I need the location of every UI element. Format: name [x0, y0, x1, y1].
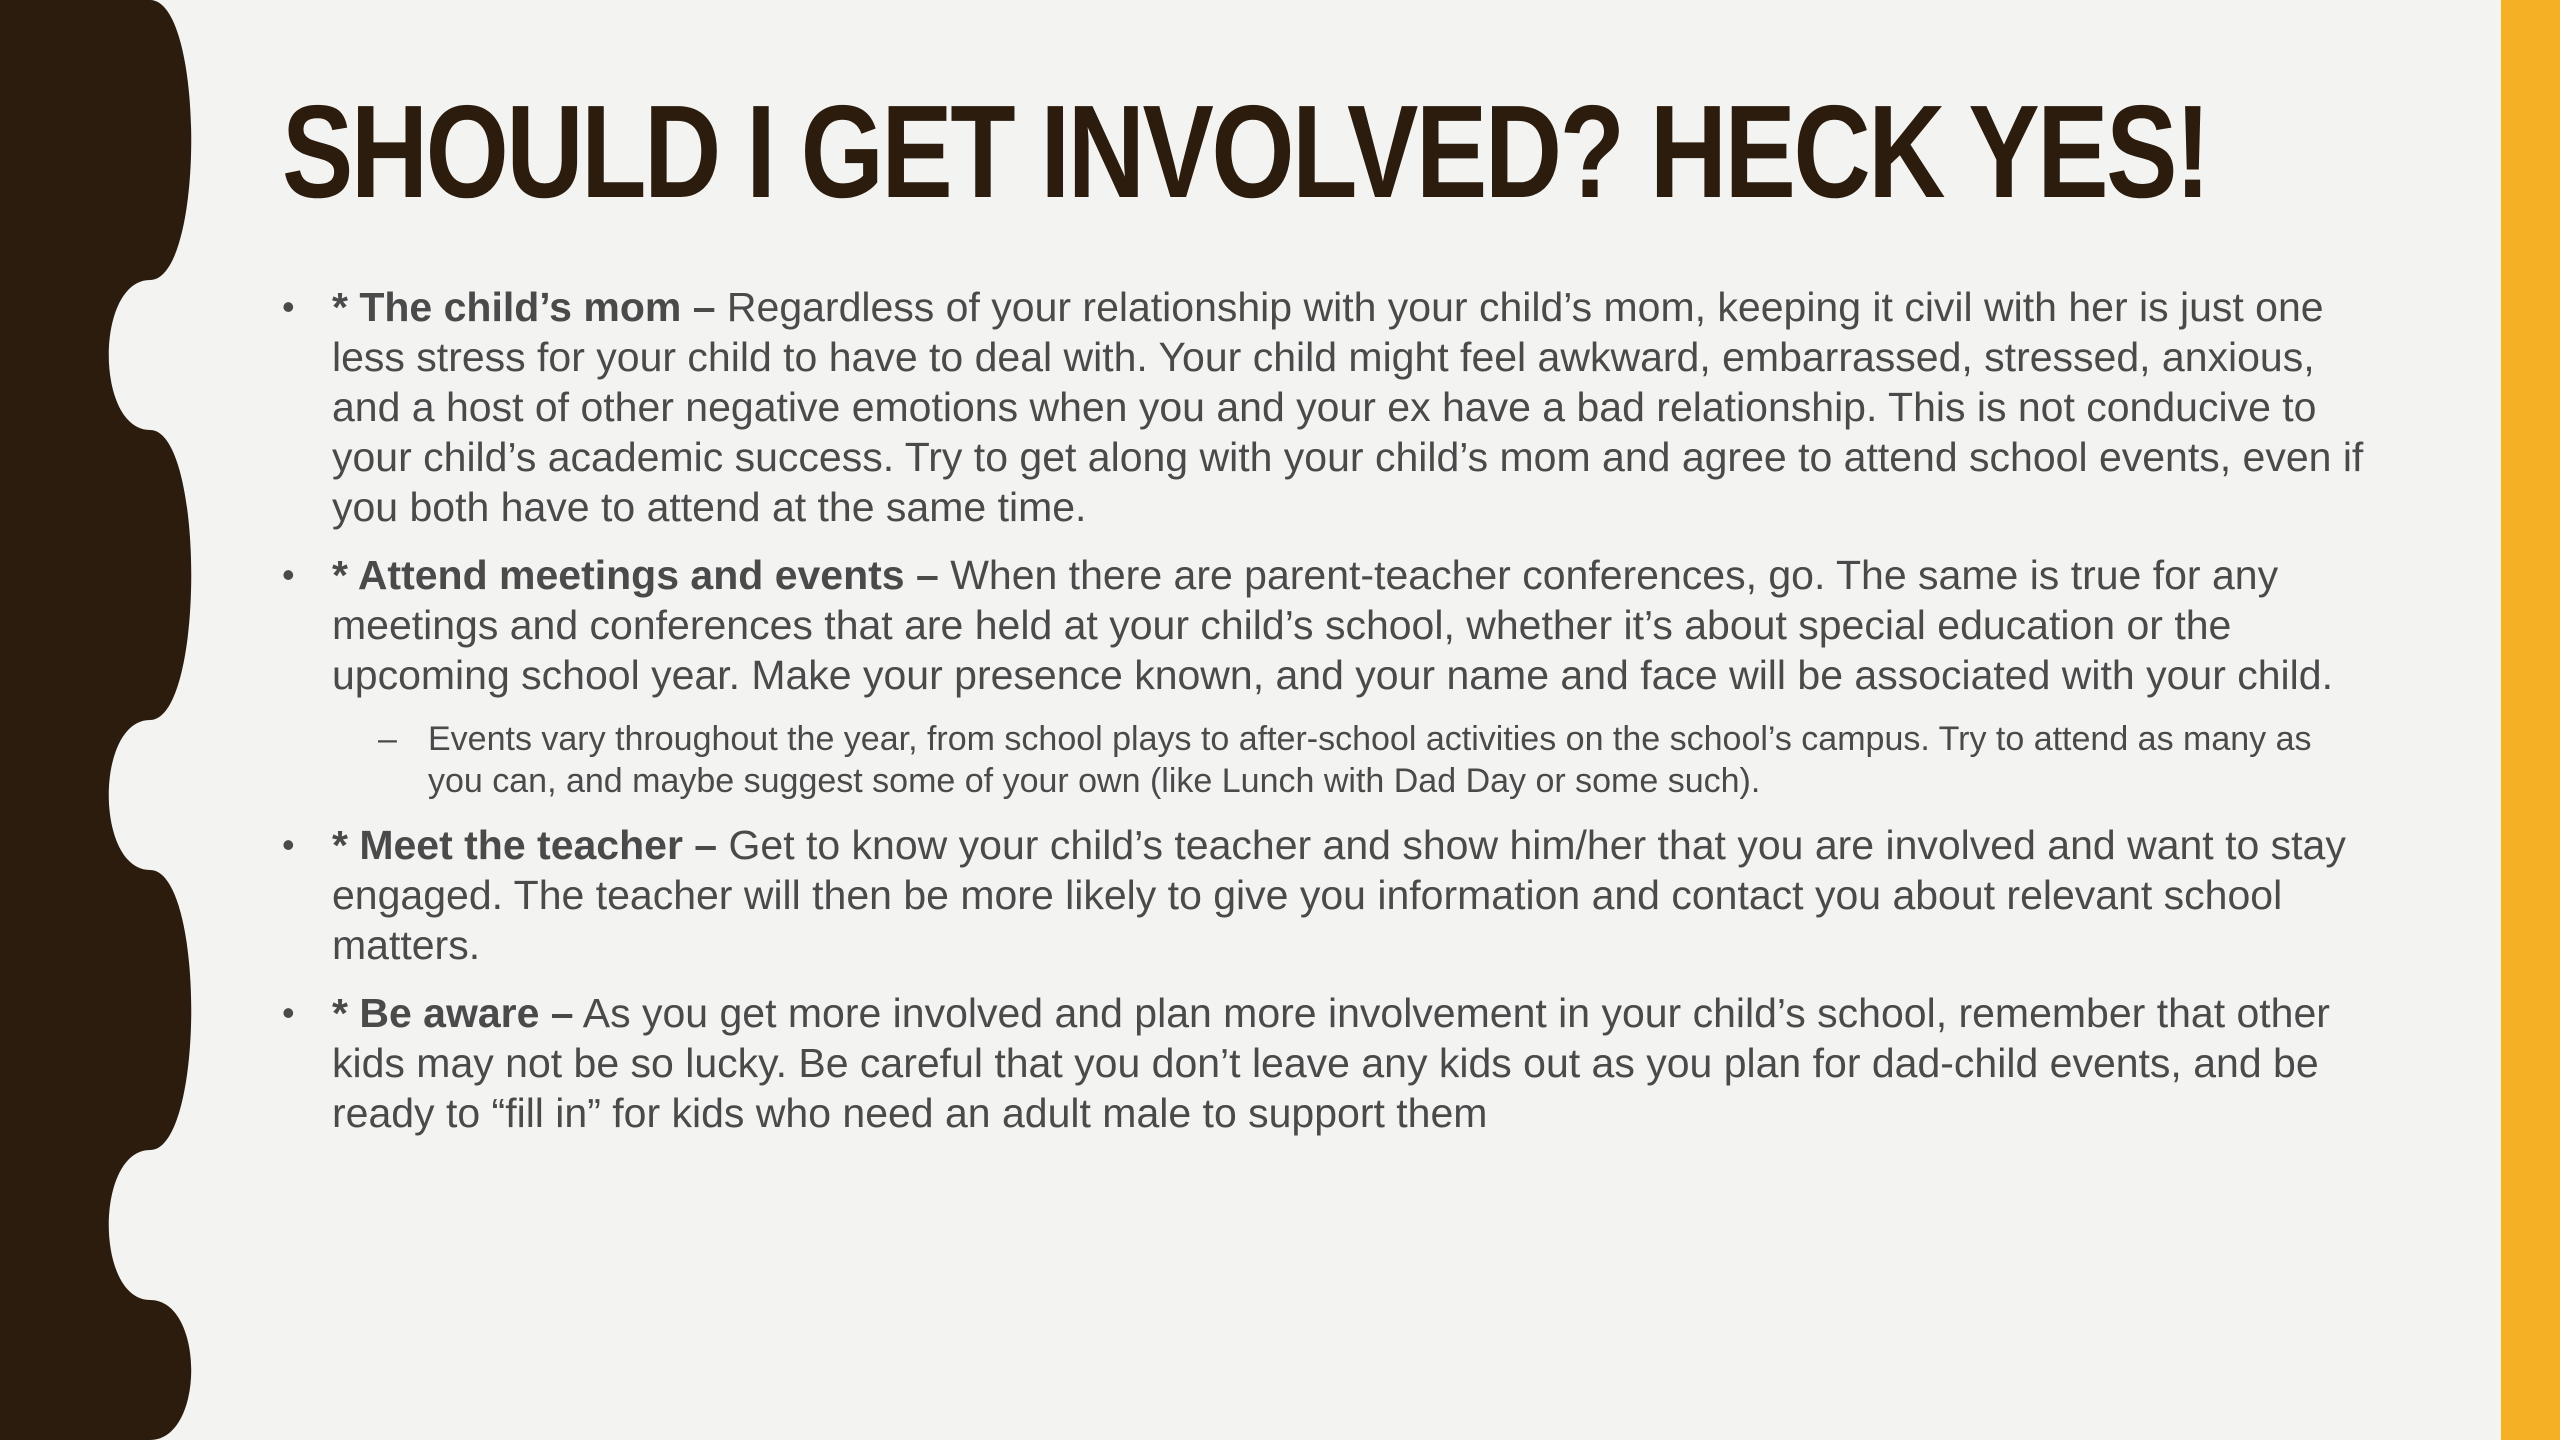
sub-bullet-events	[332, 718, 2372, 802]
bullet-lead: * Meet the teacher –	[332, 822, 718, 868]
bullet-list	[282, 282, 2372, 1138]
bullet-marker: •	[282, 286, 295, 327]
sub-bullet-text: Events vary throughout the year, from school plays to after-school activities on the school’s campus. Try to attend as many as you can, and maybe suggest some of your own (like Lunch with Dad Day or some such).	[428, 720, 2312, 800]
bullet-text: When there are parent-teacher conferences, go. The same is true for any meetings and conferences that are held at your child’s school, whether it’s about special education or the upcoming school year. Make your presence known, and your name and face will be associated with your child.	[332, 552, 2333, 698]
bullet-lead: * Attend meetings and events –	[332, 552, 939, 598]
bullet-text: Get to know your child’s teacher and show him/her that you are involved and want to stay engaged. The teacher will then be more likely to give you information and contact you about relevant school matters.	[332, 822, 2346, 968]
bullet-item-childs-mom	[282, 282, 2372, 532]
left-wave-shape	[0, 0, 191, 1440]
left-wave-band	[0, 0, 200, 1440]
bullet-marker: •	[282, 824, 295, 865]
slide-title: SHOULD I GET INVOLVED? HECK YES!	[282, 78, 2209, 225]
bullet-item-meet-teacher	[282, 820, 2372, 970]
bullet-item-attend-meetings	[282, 550, 2372, 802]
bullet-text: As you get more involved and plan more involvement in your child’s school, remember that other kids may not be so lucky. Be careful that you don’t leave any kids out as you plan for dad-child events, and be ready to “fill in” for kids who need an adult male to support them	[332, 990, 2330, 1136]
bullet-marker: •	[282, 554, 295, 595]
bullet-lead: * The child’s mom –	[332, 284, 716, 330]
sub-bullet-marker: –	[378, 720, 397, 758]
bullet-item-be-aware	[282, 988, 2372, 1138]
slide-content	[282, 282, 2372, 1156]
right-accent-band	[2501, 0, 2560, 1440]
bullet-text: Regardless of your relationship with your child’s mom, keeping it civil with her is just one less stress for your child to have to deal with. Your child might feel awkward, embarrassed, stressed, anxious, and a host of other negative emotions when you and your ex have a bad relationship. This is not conducive to your child’s academic success. Try to get along with your child’s mom and agree to attend school events, even if you both have to attend at the same time.	[332, 284, 2364, 530]
bullet-lead: * Be aware –	[332, 990, 574, 1036]
bullet-marker: •	[282, 992, 295, 1033]
